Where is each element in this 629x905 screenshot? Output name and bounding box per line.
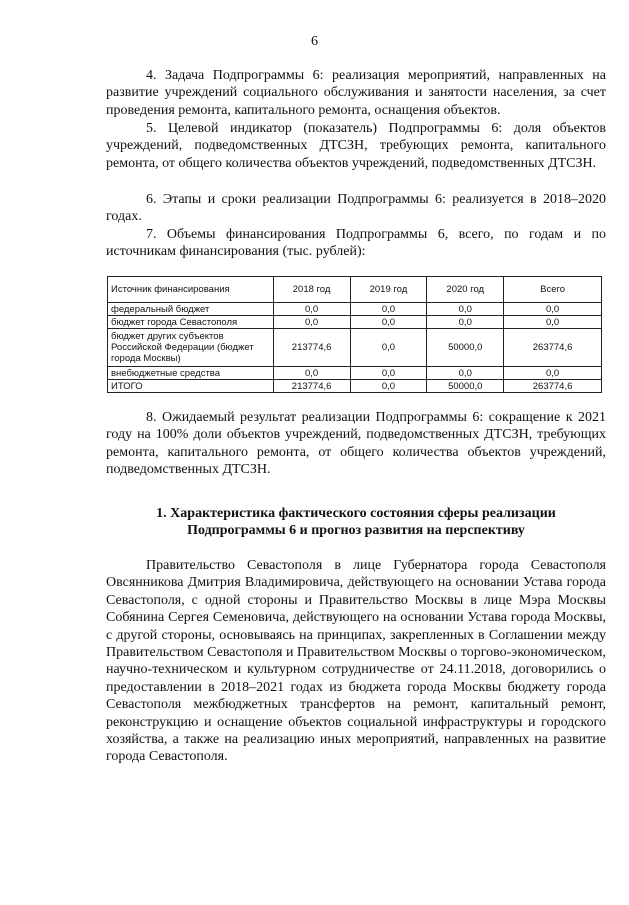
financing-table: [107, 276, 602, 393]
table-cell: ИТОГО: [108, 380, 274, 393]
section-heading: 1. Характеристика фактического состояния сферы реализации Подпрограммы 6 и прогноз развития на перспективу: [156, 506, 556, 539]
table-cell: 0,0: [504, 367, 602, 380]
table-header-cell: Источник финансирования: [108, 277, 274, 303]
table-cell: 0,0: [350, 329, 427, 367]
table-cell: 213774,6: [273, 329, 350, 367]
paragraph-stages: [106, 191, 606, 226]
table-cell: бюджет других субъектов Российской Федерации (бюджет города Москвы): [108, 329, 274, 367]
table-cell: внебюджетные средства: [108, 367, 274, 380]
table-total-row: [108, 380, 602, 393]
table-cell: 0,0: [350, 367, 427, 380]
table-cell: 0,0: [273, 303, 350, 316]
table-cell: 0,0: [350, 303, 427, 316]
page-number: 6: [311, 34, 318, 49]
table-cell: 0,0: [427, 303, 504, 316]
table-header-row: [108, 277, 602, 303]
table-cell: 0,0: [273, 316, 350, 329]
table-row: [108, 329, 602, 367]
table-cell: 263774,6: [504, 329, 602, 367]
table-row: [108, 367, 602, 380]
table-header-cell: Всего: [504, 277, 602, 303]
table-cell: 0,0: [350, 316, 427, 329]
table-cell: 263774,6: [504, 380, 602, 393]
table-cell: 0,0: [273, 367, 350, 380]
paragraph-result-text: 8. Ожидаемый результат реализации Подпрограммы 6: сокращение к 2021 году на 100% доли объектов учреждений, подведомственных ДТСЗН, требующих ремонта, капитального ремонта, от общего количества объектов учреждений, подведомственных ДТСЗН.: [106, 410, 606, 478]
table-header-cell: 2020 год: [427, 277, 504, 303]
table-cell: федеральный бюджет: [108, 303, 274, 316]
paragraph-stages-text: 6. Этапы и сроки реализации Подпрограммы 6: реализуется в 2018–2020 годах.: [106, 192, 606, 225]
table-cell: 0,0: [504, 316, 602, 329]
table-cell: 213774,6: [273, 380, 350, 393]
table-cell: бюджет города Севастополя: [108, 316, 274, 329]
table-cell: 0,0: [504, 303, 602, 316]
table-cell: 0,0: [350, 380, 427, 393]
table-header-cell: 2019 год: [350, 277, 427, 303]
table-row: [108, 316, 602, 329]
table-cell: 50000,0: [427, 380, 504, 393]
paragraph-financing: [106, 226, 606, 261]
paragraph-task: [106, 67, 606, 119]
table-cell: 0,0: [427, 367, 504, 380]
paragraph-task-text: 4. Задача Подпрограммы 6: реализация мероприятий, направленных на развитие учреждений социального обслуживания и занятости населения, за счет проведения ремонта, капитального ремонта, оснащения объектов.: [106, 68, 606, 118]
table-header-cell: 2018 год: [273, 277, 350, 303]
paragraph-indicator: [106, 120, 606, 172]
paragraph-agreement-text: Правительство Севастополя в лице Губернатора города Севастополя Овсянникова Дмитрия Владимировича, действующего на основании Устава города Севастополя, с одной стороны и Правительство Москвы в лице Мэра Москвы Собянина Сергея Семеновича, действующего на основании Устава города Москвы, с другой стороны, основываясь на принципах, закрепленных в Соглашении между Правительством Севастополя и Правительством Москвы о торгово-экономическом, научно-техническом и культурном сотрудничестве от 24.11.2018, договорились о предоставлении в 2018–2021 годах из бюджета города Москвы бюджету города Севастополя межбюджетных трансфертов на ремонт, капитальный ремонт, реконструкцию и оснащение объектов социальной инфраструктуры и городского хозяйства, а также на реализацию иных мероприятий, направленных на развитие города Севастополя.: [106, 558, 606, 765]
table-cell: 50000,0: [427, 329, 504, 367]
table-cell: 0,0: [427, 316, 504, 329]
paragraph-indicator-text: 5. Целевой индикатор (показатель) Подпрограммы 6: доля объектов учреждений, подведомственных ДТСЗН, требующих ремонта, капитального ремонта, от общего количества объектов учреждений, подведомственных ДТСЗН.: [106, 121, 606, 171]
paragraph-agreement: [106, 557, 606, 766]
table-row: [108, 303, 602, 316]
paragraph-result: [106, 409, 606, 479]
paragraph-financing-text: 7. Объемы финансирования Подпрограммы 6, всего, по годам и по источникам финансирования (тыс. рублей):: [106, 227, 606, 260]
